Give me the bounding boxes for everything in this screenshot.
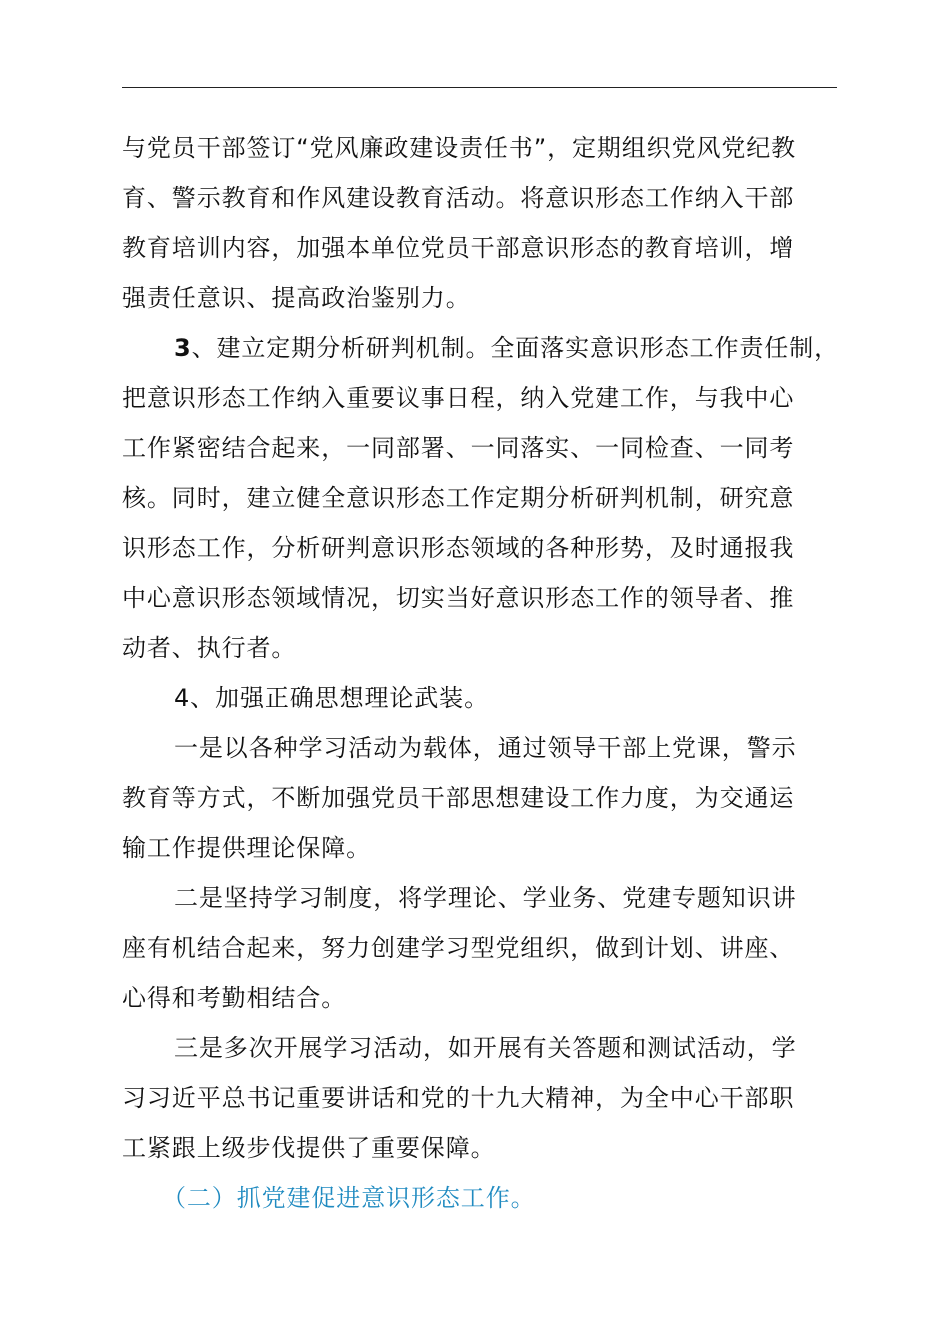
section-number: 3 [174,334,192,362]
section-heading [122,1173,857,1223]
text-line: 输工作提供理论保障。 [122,834,371,862]
paragraph [122,123,857,323]
header-rule [122,87,837,88]
text-line: 二是坚持学习制度，将学理论、学业务、党建专题知识讲 [174,884,797,912]
text-line: 育、警示教育和作风建设教育活动。将意识形态工作纳入干部 [122,184,795,212]
paragraph [122,1023,857,1173]
text-line: 三是多次开展学习活动，如开展有关答题和测试活动，学 [174,1034,797,1062]
text-line: 一是以各种学习活动为载体，通过领导干部上党课，警示 [174,734,797,762]
text-line: 强责任意识、提高政治鉴别力。 [122,284,471,312]
text-line: 4、加强正确思想理论武装。 [174,684,489,712]
text-line: 中心意识形态领域情况，切实当好意识形态工作的领导者、推 [122,584,795,612]
paragraph [122,323,857,673]
text-line: 把意识形态工作纳入重要议事日程，纳入党建工作，与我中心 [122,384,795,412]
paragraph [122,873,857,1023]
paragraph [122,673,857,723]
text-line: 动者、执行者。 [122,634,297,662]
text-line: 与党员干部签订“党风廉政建设责任书”，定期组织党风党纪教 [122,134,797,162]
text-line: 教育培训内容，加强本单位党员干部意识形态的教育培训，增 [122,234,795,262]
text-line: 习习近平总书记重要讲话和党的十九大精神，为全中心干部职 [122,1084,795,1112]
text-line: 识形态工作，分析研判意识形态领域的各种形势，及时通报我 [122,534,795,562]
text-line: 工作紧密结合起来，一同部署、一同落实、一同检查、一同考 [122,434,795,462]
paragraph [122,723,857,873]
text-line: 工紧跟上级步伐提供了重要保障。 [122,1134,496,1162]
heading-line: （二）抓党建促进意识形态工作。 [162,1184,536,1212]
document-body [122,123,857,1223]
text-line: 心得和考勤相结合。 [122,984,347,1012]
text-line: 座有机结合起来，努力创建学习型党组织，做到计划、讲座、 [122,934,795,962]
text-line: 核。同时，建立健全意识形态工作定期分析研判机制，研究意 [122,484,795,512]
text-line [122,323,857,373]
text-line: 教育等方式，不断加强党员干部思想建设工作力度，为交通运 [122,784,795,812]
text-span: 、建立定期分析研判机制。全面落实意识形态工作责任制， [191,334,840,362]
